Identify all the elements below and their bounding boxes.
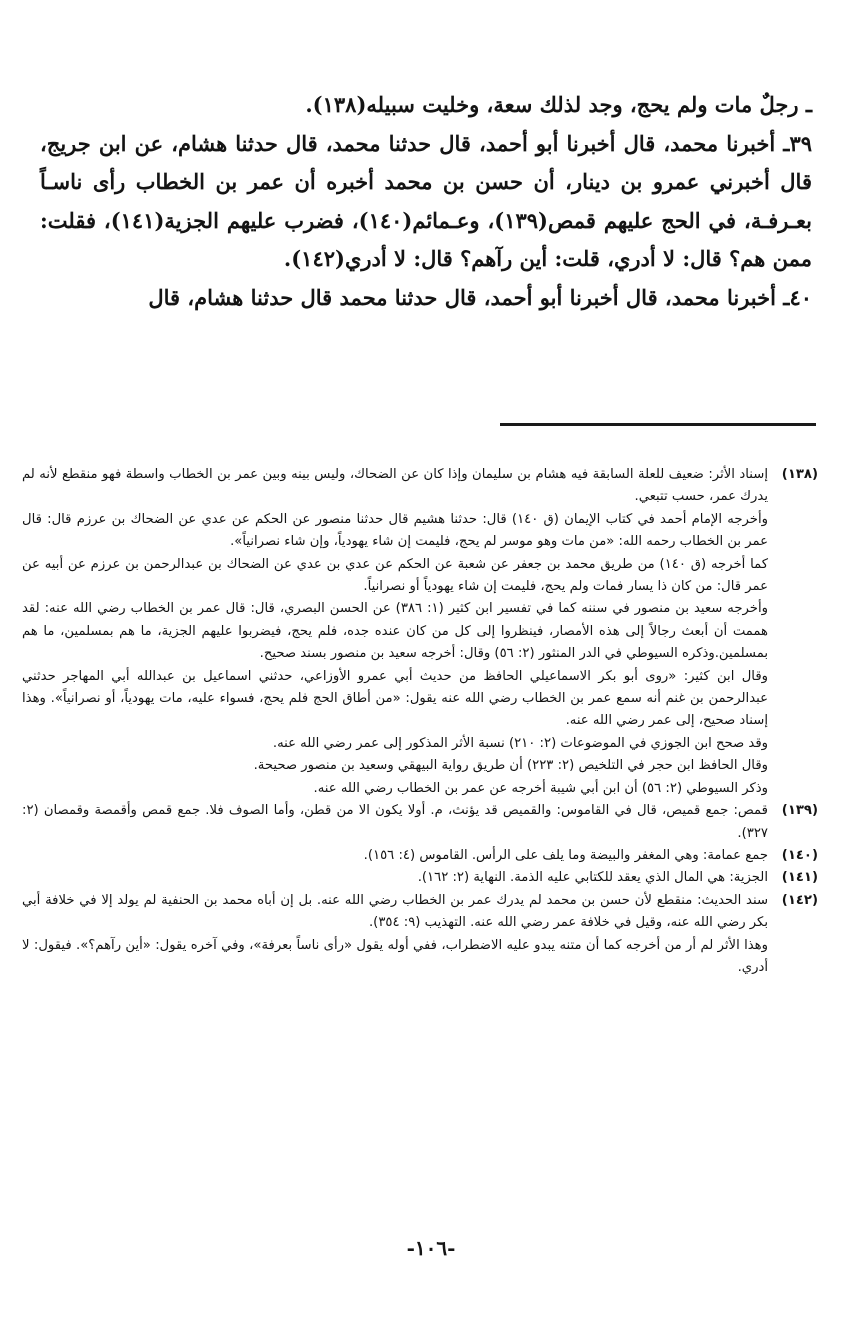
footnote-paragraph: وقال ابن كثير: «روى أبو بكر الاسماعيلي الحافظ من حديث أبي عمرو الأوزاعي، حدثني اسماعيل بن عبدالله أبي المهاجر حدثني عبدالرحمن بن غنم أنه سمع عمر بن الخطاب رضي الله عنه يقول: «من أطاق الحج فلم يحج، فسواء عليه، مات يهودياً، أو نصرانياً». وهذا إسناد صحيح، إلى عمر رضي الله عنه.	[22, 668, 768, 729]
hadith-number: ٣٩ـ	[783, 130, 812, 156]
main-text	[40, 86, 812, 317]
footnote-paragraph: وقال الحافظ ابن حجر في التلخيص (٢: ٢٢٣) أن طريق رواية البيهقي وسعيد بن منصور صحيحة.	[253, 758, 768, 774]
footnote-paragraph: جمع عمامة: وهي المغفر والبيضة وما يلف على الرأس. القاموس (٤: ١٥٦).	[363, 847, 768, 863]
footnote-divider	[500, 423, 816, 426]
footnote-paragraph: إسناد الأثر: ضعيف للعلة السابقة فيه هشام بن سليمان وإذا كان عن الضحاك، وليس بينه وبين عمر بن الخطاب واسطة فهو منقطع لأنه لم يدرك عمر، حسب تتبعي.	[22, 467, 768, 505]
footnote-paragraph: وأخرجه الإمام أحمد في كتاب الإيمان (ق ١٤٠) قال: حدثنا هشيم قال حدثنا منصور عن الحكم عن عدي عن الضحاك بن عرزم قال: قال عمر بن الخطاب رحمه الله: «من مات وهو موسر لم يحج، فليمت إن شاء يهودياً، وإن شاء نصرانياً».	[22, 511, 768, 550]
footnote-paragraph: وأخرجه سعيد بن منصور في سننه كما في تفسير ابن كثير (١: ٣٨٦) عن الحسن البصري، قال: قال عمر بن الخطاب رضي الله عنه: لقد هممت أن أبعث رجالاً إلى هذه الأمصار، فينظروا إلى كل من كان عنده جده، فلم يحج، فيضربوا عليهم الجزية، ما هم بمسلمين، ما هم بمسلمين.وذكره السيوطي في الدر المنثور (٢: ٥٦) وقال: أخرجه سعيد بن منصور بسند صحيح.	[22, 601, 768, 662]
footnote-number: (١٣٩)	[781, 803, 818, 819]
footnotes	[22, 464, 818, 979]
footnote-number: (١٣٨)	[781, 467, 818, 482]
footnote-paragraph: سند الحديث: منقطع لأن حسن بن محمد لم يدرك عمر بن الخطاب رضي الله عنه. بل إن أباه محمد بن الحنفية لم يولد إلا في خلافة أبي بكر رضي الله عنه، وقيل في خلافة عمر رضي الله عنه. التهذيب (٩: ٣٥٤).	[22, 892, 768, 931]
footnote-138	[22, 464, 818, 800]
hadith-39	[40, 125, 812, 279]
footnote-number: (١٤٠)	[781, 847, 818, 863]
main-paragraph-continuation: ـ رجلٌ مات ولم يحج، وجد لذلك سعة، وخليت سبيله(١٣٨).	[305, 92, 812, 117]
footnote-paragraph: وقد صحح ابن الجوزي في الموضوعات (٢: ٢١٠) نسبة الأثر المذكور إلى عمر رضي الله عنه.	[272, 735, 768, 751]
footnote-paragraph: وذكر السيوطي (٢: ٥٦) أن ابن أبي شيبة أخرجه عن عمر بن الخطاب رضي الله عنه.	[313, 780, 768, 796]
footnote-paragraph: وهذا الأثر لم أر من أخرجه كما أن متنه يبدو عليه الاضطراب، ففي أوله يقول «رأى ناساً بعرفة»، وفي آخره يقول: «أين رآهم؟». فيقول: لا أدري.	[22, 937, 768, 975]
footnote-140	[22, 845, 818, 867]
footnote-139	[22, 800, 818, 845]
page-number: -١٠٦-	[406, 1236, 456, 1260]
footnote-142	[22, 890, 818, 980]
footnote-paragraph: كما أخرجه (ق ١٤٠) من طريق محمد بن جعفر عن شعبة عن الحكم عن عدي بن عدي عن الضحاك بن عبدالرحمن بن عرزم عن أبيه عن عمر قال: من كان ذا يسار فمات ولم يحج، فليمت إن شاء يهودياً أو نصرانياً.	[22, 556, 769, 595]
footnote-paragraph: قمص: جمع قميص، قال في القاموس: والقميص قد يؤنث، م. أولا يكون الا من قطن، وأما الصوف فلا. جمع قمص وأقمصة وقمصان (٢: ٣٢٧).	[22, 803, 768, 841]
hadith-number: ٤٠ـ	[783, 284, 812, 310]
footnote-paragraph: الجزية: هي المال الذي يعقد للكتابي عليه الذمة. النهاية (٢: ١٦٢).	[417, 870, 768, 886]
footnote-number: (١٤١)	[781, 870, 818, 886]
hadith-text: أخبرنا محمد، قال أخبرنا أبو أحمد، قال حدثنا محمد، قال حدثنا هشام، عن ابن جريج، قال أخبرني عمرو بن دينار، أن حسن بن محمد أخبره أن عمر بن الخطاب رأى ناسـاً بعـرفـة، في الحج عليهم قمص(١٣٩)، وعـمائم(١٤٠)، فضرب عليهم الجزية(١٤١)، فقلت: ممن هم؟ قال: لا أدري، قلت: أين رآهم؟ قال: لا أدري(١٤٢).	[40, 130, 812, 271]
hadith-text: أخبرنا محمد، قال أخبرنا أبو أحمد، قال حدثنا محمد قال حدثنا هشام، قال	[148, 284, 776, 310]
footnote-number: (١٤٢)	[781, 892, 818, 908]
hadith-40	[40, 279, 812, 318]
footnote-141	[22, 867, 818, 889]
